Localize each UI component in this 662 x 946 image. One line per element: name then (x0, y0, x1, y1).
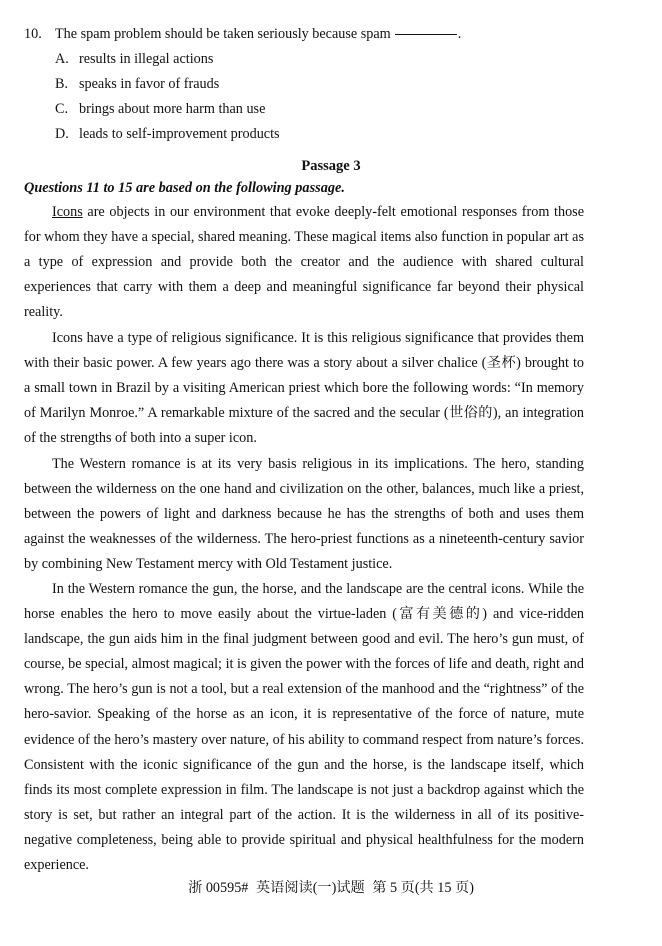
paragraph-4: In the Western romance the gun, the horse, and the landscape are the central icons. While the horse enables the hero to move easily about the virtue-laden (富有美德的) and vice-ridden landscape, the gun aids him in the final judgment between good and evil. The hero’s gun must, of course, be special, almost magical; it is given the power with the forces of life and death, right and wrong. The hero’s gun is not a tool, but a real extension of the manhood and the “rightness” of the hero-savior. Speaking of the horse as an icon, it is representative of the force of nature, mute evidence of the hero’s mastery over nature, of his ability to command respect from nature’s forces. Consistent with the iconic significance of the gun and the horse, is the landscape itself, which finds its most complete expression in film. The landscape is not just a backdrop against which the story is set, but rather an integral part of the action. It is the wilderness in all of its positive-negative completeness, being able to provide spiritual and physical healthfulness for the modern experience. (24, 581, 584, 874)
option-d (55, 125, 280, 143)
option-text: brings about more harm than use (79, 101, 266, 117)
option-b (55, 75, 219, 93)
underlined-word-icons: Icons (52, 204, 83, 220)
option-letter: A. (55, 51, 69, 67)
footer-page-number: 第 5 页(共 15 页) (372, 880, 474, 896)
option-letter: C. (55, 101, 69, 117)
passage-instruction: Questions 11 to 15 are based on the following passage. (24, 180, 345, 196)
answer-blank (395, 34, 457, 35)
option-letter: D. (55, 126, 69, 142)
paragraph-1 (24, 200, 584, 325)
paragraph-1-text: are objects in our environment that evoke deeply-felt emotional responses from those for whom they have a special, shared meaning. These magical items also function in popular art as a type of expression and provide both the creator and the audience with shared cultural experiences that carry with them a deep and meaningful significance far beyond their physical reality. (24, 204, 584, 321)
question-stem-text: The spam problem should be taken seriously because spam (55, 26, 391, 42)
option-letter: B. (55, 76, 69, 92)
option-c (55, 100, 265, 118)
question-number: 10. (24, 26, 42, 42)
question-stem-end: . (457, 26, 462, 42)
page-footer (0, 879, 662, 897)
option-text: leads to self-improvement products (79, 126, 280, 142)
option-text: results in illegal actions (79, 51, 214, 67)
passage-title: Passage 3 (301, 158, 361, 174)
paragraph-2: Icons have a type of religious significance. It is this religious significance that provides them with their basic power. A few years ago there was a story about a silver chalice (圣杯) brought to a small town in Brazil by a visiting American priest which bore the following words: “In memory of Marilyn Monroe.” A remarkable mixture of the sacred and the secular (世俗的), an integration of the strengths of both into a super icon. (24, 330, 584, 447)
option-text: speaks in favor of frauds (79, 76, 220, 92)
footer-code: 浙 00595# (188, 880, 249, 896)
paragraph-3: The Western romance is at its very basis religious in its implications. The hero, standing between the wilderness on the one hand and civilization on the other, balances, much like a priest, between the powers of light and darkness because he has the strengths of both and uses them against the weaknesses of the wilderness. The hero-priest functions as a nineteenth-century savior by combining New Testament mercy with Old Testament justice. (24, 456, 584, 573)
question-10-stem (24, 25, 461, 43)
option-a (55, 50, 213, 68)
footer-subject: 英语阅读(一)试题 (255, 880, 365, 896)
